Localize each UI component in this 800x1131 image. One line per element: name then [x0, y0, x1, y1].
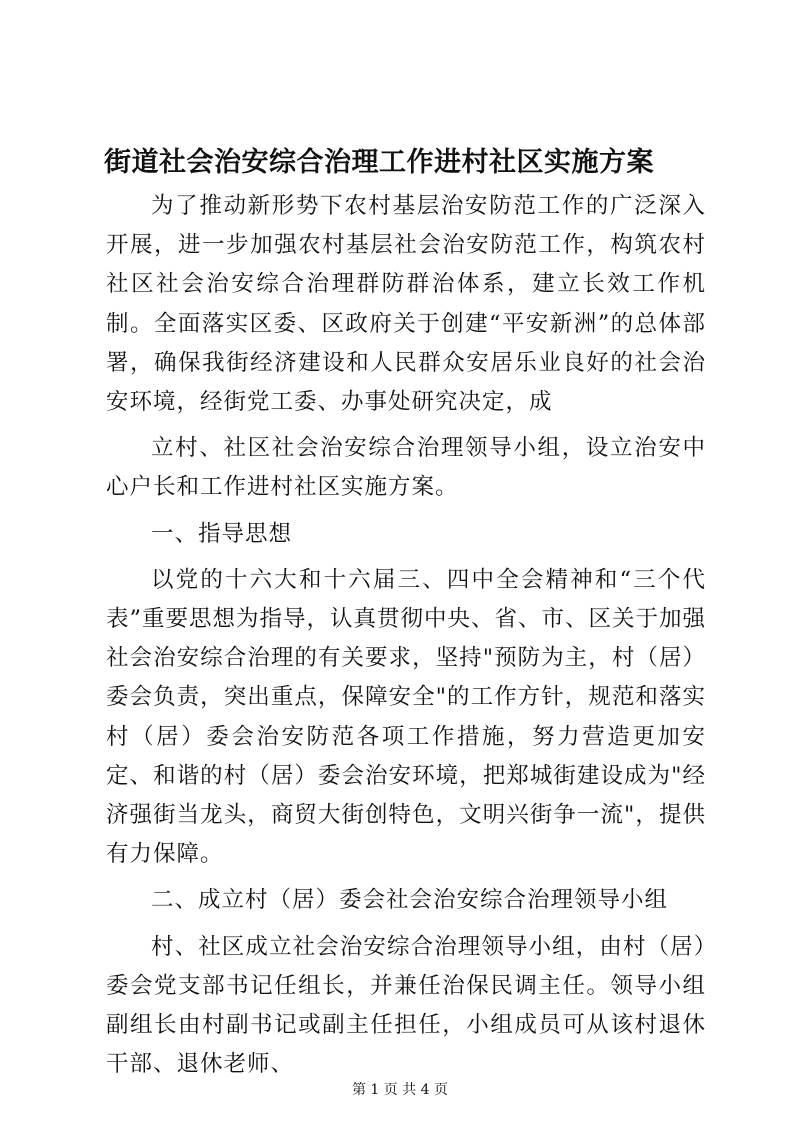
leadership-group-paragraph: 村、社区成立社会治安综合治理领导小组，由村（居）委会党支部书记任组长，并兼任治保民调主任。领导小组副组长由村副书记或副主任担任，小组成员可从该村退休干部、退休老师、: [106, 933, 706, 1078]
continuation-paragraph: 立村、社区社会治安综合治理领导小组，设立治安中心户长和工作进村社区实施方案。: [106, 435, 706, 501]
document-title: 街道社会治安综合治理工作进村社区实施方案: [104, 147, 654, 178]
guiding-thought-paragraph: 以党的十六大和十六届三、四中全会精神和“三个代表”重要思想为指导，认真贯彻中央、省、市、区关于加强社会治安综合治理的有关要求，坚持"预防为主，村（居）委会负责，突出重点，保障安全"的工作方针，规范和落实村（居）委会治安防范各项工作措施，努力营造更加安定、和谐的村（居）委会治安环境，把郑城街建设成为"经济强街当龙头，商贸大街创特色，文明兴街争一流"，提供有力保障。: [106, 566, 707, 868]
document-body: [106, 187, 706, 1091]
intro-paragraph: 为了推动新形势下农村基层治安防范工作的广泛深入开展，进一步加强农村基层社会治安防范工作，构筑农村社区社会治安综合治理群防群治体系，建立长效工作机制。全面落实区委、区政府关于创建“平安新洲”的总体部署，确保我街经济建设和人民群众安居乐业良好的社会治安环境，经街党工委、办事处研究决定，成: [106, 193, 706, 416]
section-heading-leadership-group: 二、成立村（居）委会社会治安综合治理领导小组: [151, 887, 669, 914]
page-footer: 第 1 页 共 4 页: [351, 1082, 449, 1098]
section-heading-guiding-thought: 一、指导思想: [151, 520, 293, 547]
